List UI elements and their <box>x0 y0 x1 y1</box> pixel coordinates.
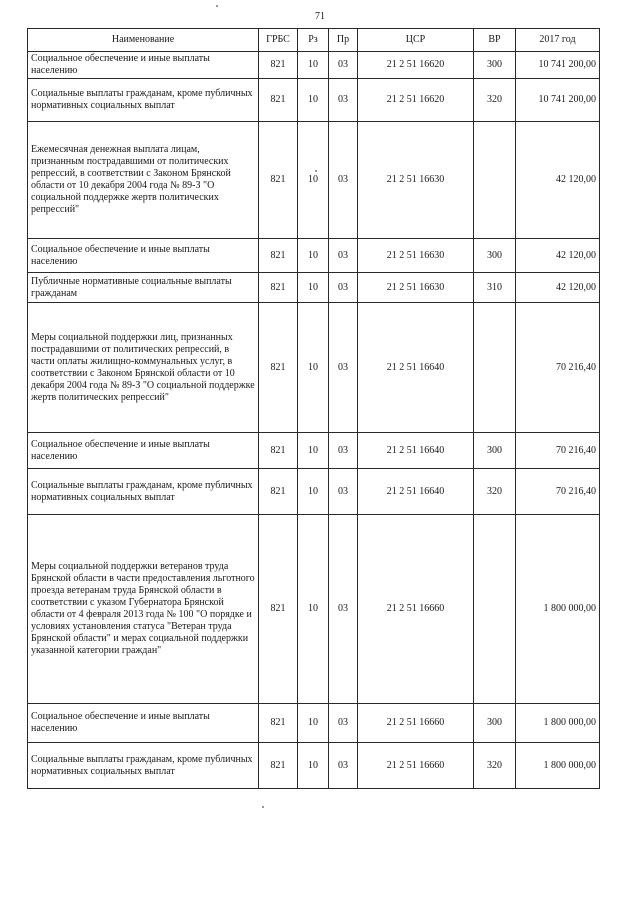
row-grbs: 821 <box>259 704 298 743</box>
table-row <box>28 273 600 303</box>
row-pr: 03 <box>329 122 358 239</box>
row-rz: 10 <box>298 303 329 433</box>
row-rz: 10 <box>298 52 329 79</box>
row-pr: 03 <box>329 433 358 469</box>
row-rz: 10 <box>298 469 329 515</box>
row-rz: 10 <box>298 79 329 122</box>
header-year: 2017 год <box>516 29 600 52</box>
row-amount: 70 216,40 <box>516 469 600 515</box>
row-name: Ежемесячная денежная выплата лицам, признанным пострадавшими от политических репрессий, в соответствии с Законом Брянской области от 10 декабря 2004 года № 89-З "О социальной поддержке жертв политических репрессий" <box>28 122 259 239</box>
row-amount: 70 216,40 <box>516 303 600 433</box>
scan-speck <box>216 5 218 7</box>
row-name: Меры социальной поддержки ветеранов труда Брянской области в части предоставления льготного проезда ветеранам труда Брянской области в соответствии с указом Губернатора Брянской области от 4 февраля 2013 года № 100 "О порядке и условиях установления статуса "Ветеран труда Брянской области" и мерах социальной поддержки указанной категории граждан" <box>28 515 259 704</box>
table-row <box>28 239 600 273</box>
row-csr: 21 2 51 16630 <box>358 122 474 239</box>
row-name: Публичные нормативные социальные выплаты гражданам <box>28 273 259 303</box>
row-pr: 03 <box>329 303 358 433</box>
row-amount: 1 800 000,00 <box>516 743 600 789</box>
table-row <box>28 79 600 122</box>
row-csr: 21 2 51 16620 <box>358 79 474 122</box>
row-name: Меры социальной поддержки лиц, признанных пострадавшими от политических репрессий, в части оплаты жилищно-коммунальных услуг, в соответствии с Законом Брянской области от 10 декабря 2004 года № 89-З "О социальной поддержке жертв политических репрессий" <box>28 303 259 433</box>
row-csr: 21 2 51 16640 <box>358 433 474 469</box>
row-pr: 03 <box>329 469 358 515</box>
row-rz: 10 <box>298 433 329 469</box>
table-header-row <box>28 29 600 52</box>
row-vr: 300 <box>474 433 516 469</box>
row-csr: 21 2 51 16660 <box>358 704 474 743</box>
row-vr: 320 <box>474 743 516 789</box>
row-vr: 310 <box>474 273 516 303</box>
scan-speck <box>262 806 264 808</box>
row-amount: 42 120,00 <box>516 122 600 239</box>
row-grbs: 821 <box>259 79 298 122</box>
row-rz: 10 <box>298 704 329 743</box>
row-grbs: 821 <box>259 469 298 515</box>
row-pr: 03 <box>329 273 358 303</box>
table-row <box>28 122 600 239</box>
header-name: Наименование <box>28 29 259 52</box>
row-vr: 300 <box>474 52 516 79</box>
row-amount: 42 120,00 <box>516 273 600 303</box>
row-name: Социальное обеспечение и иные выплаты населению <box>28 52 259 79</box>
row-grbs: 821 <box>259 433 298 469</box>
row-rz: 10 <box>298 273 329 303</box>
row-vr <box>474 515 516 704</box>
table-row <box>28 515 600 704</box>
table-row <box>28 704 600 743</box>
row-amount: 10 741 200,00 <box>516 52 600 79</box>
row-csr: 21 2 51 16660 <box>358 515 474 704</box>
row-grbs: 821 <box>259 52 298 79</box>
row-grbs: 821 <box>259 273 298 303</box>
row-rz: 10 <box>298 122 329 239</box>
scan-speck <box>315 170 317 172</box>
budget-table <box>27 28 600 789</box>
row-rz: 10 <box>298 515 329 704</box>
header-vr: ВР <box>474 29 516 52</box>
row-pr: 03 <box>329 239 358 273</box>
row-name: Социальные выплаты гражданам, кроме публичных нормативных социальных выплат <box>28 79 259 122</box>
page-number: 71 <box>315 11 325 22</box>
row-amount: 10 741 200,00 <box>516 79 600 122</box>
row-csr: 21 2 51 16620 <box>358 52 474 79</box>
table-row <box>28 52 600 79</box>
row-csr: 21 2 51 16630 <box>358 273 474 303</box>
row-csr: 21 2 51 16630 <box>358 239 474 273</box>
row-name: Социальное обеспечение и иные выплаты населению <box>28 704 259 743</box>
header-csr: ЦСР <box>358 29 474 52</box>
row-csr: 21 2 51 16660 <box>358 743 474 789</box>
header-rz: Рз <box>298 29 329 52</box>
row-grbs: 821 <box>259 239 298 273</box>
row-pr: 03 <box>329 743 358 789</box>
row-amount: 1 800 000,00 <box>516 704 600 743</box>
row-grbs: 821 <box>259 122 298 239</box>
row-name: Социальное обеспечение и иные выплаты населению <box>28 239 259 273</box>
row-grbs: 821 <box>259 515 298 704</box>
row-pr: 03 <box>329 515 358 704</box>
header-grbs: ГРБС <box>259 29 298 52</box>
row-csr: 21 2 51 16640 <box>358 303 474 433</box>
row-name: Социальные выплаты гражданам, кроме публичных нормативных социальных выплат <box>28 743 259 789</box>
header-pr: Пр <box>329 29 358 52</box>
row-rz: 10 <box>298 239 329 273</box>
row-vr: 320 <box>474 79 516 122</box>
row-grbs: 821 <box>259 303 298 433</box>
row-vr: 320 <box>474 469 516 515</box>
table-row <box>28 743 600 789</box>
row-csr: 21 2 51 16640 <box>358 469 474 515</box>
table-row <box>28 433 600 469</box>
row-pr: 03 <box>329 79 358 122</box>
row-vr <box>474 122 516 239</box>
row-vr: 300 <box>474 704 516 743</box>
row-rz: 10 <box>298 743 329 789</box>
row-amount: 70 216,40 <box>516 433 600 469</box>
row-pr: 03 <box>329 704 358 743</box>
row-pr: 03 <box>329 52 358 79</box>
row-name: Социальное обеспечение и иные выплаты населению <box>28 433 259 469</box>
row-grbs: 821 <box>259 743 298 789</box>
table-row <box>28 469 600 515</box>
table-row <box>28 303 600 433</box>
row-amount: 1 800 000,00 <box>516 515 600 704</box>
row-amount: 42 120,00 <box>516 239 600 273</box>
row-name: Социальные выплаты гражданам, кроме публичных нормативных социальных выплат <box>28 469 259 515</box>
row-vr: 300 <box>474 239 516 273</box>
row-vr <box>474 303 516 433</box>
